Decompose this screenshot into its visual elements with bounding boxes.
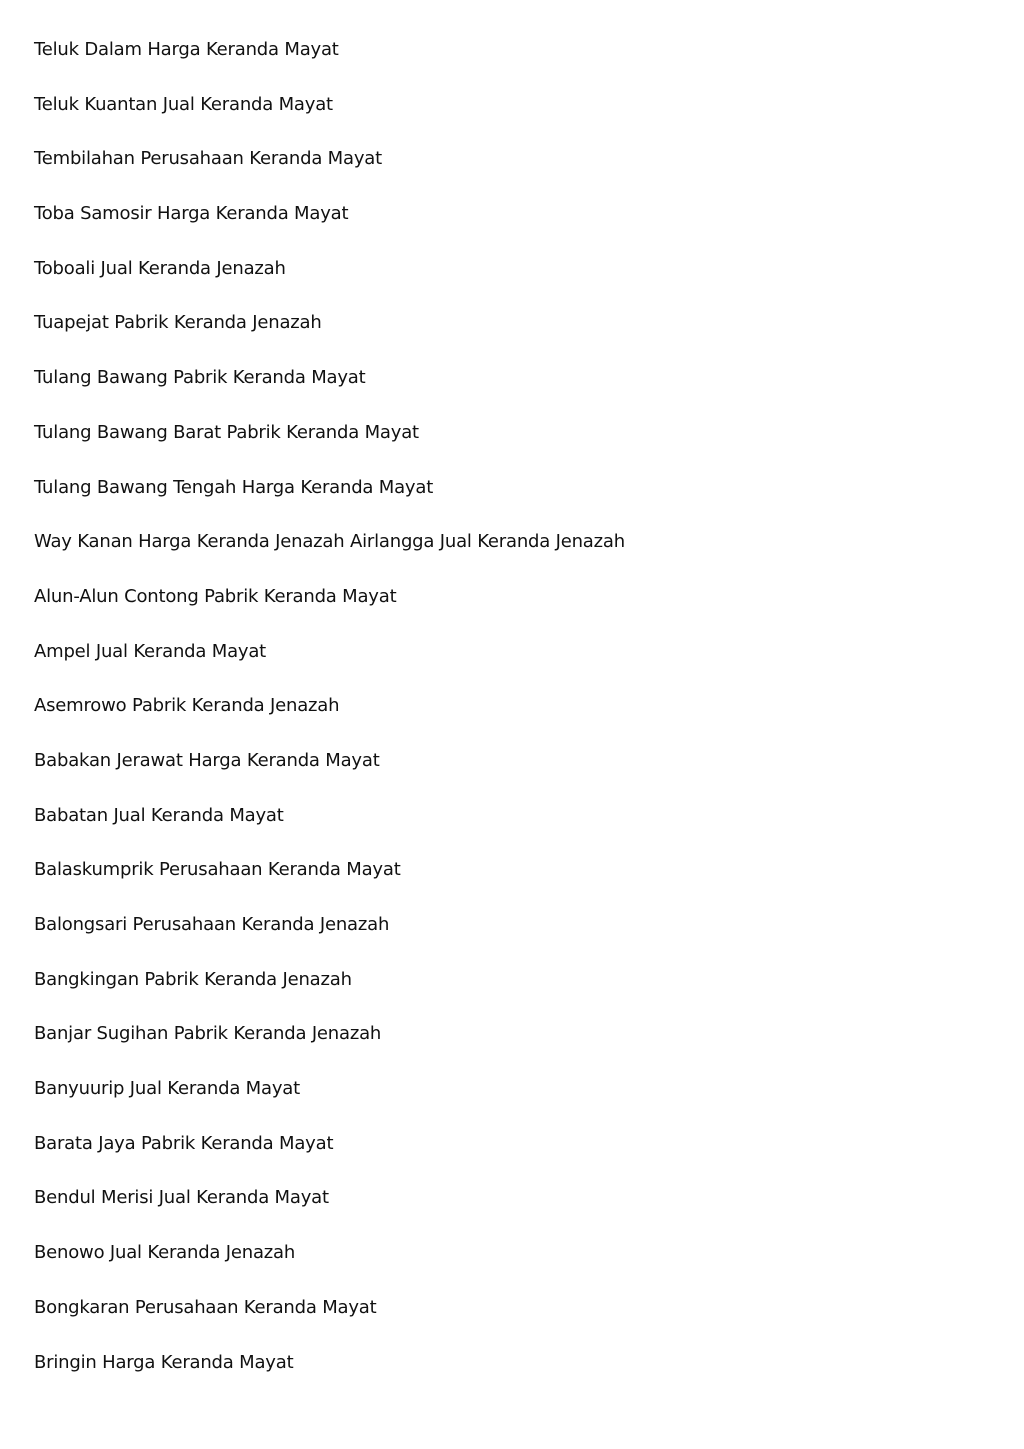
text-line: Tulang Bawang Barat Pabrik Keranda Mayat [34,421,419,443]
text-line: Bongkaran Perusahaan Keranda Mayat [34,1296,377,1318]
text-line: Babatan Jual Keranda Mayat [34,804,284,826]
text-line: Balaskumprik Perusahaan Keranda Mayat [34,859,401,881]
text-line: Tulang Bawang Tengah Harga Keranda Mayat [34,476,434,498]
text-line: Banjar Sugihan Pabrik Keranda Jenazah [34,1023,382,1045]
text-line: Bendul Merisi Jual Keranda Mayat [34,1187,329,1209]
text-line: Babakan Jerawat Harga Keranda Mayat [34,749,380,771]
text-line: Way Kanan Harga Keranda Jenazah Airlangga Jual Keranda Jenazah [34,531,625,553]
text-line: Toba Samosir Harga Keranda Mayat [34,203,349,225]
text-line: Bringin Harga Keranda Mayat [34,1351,294,1373]
text-line: Benowo Jual Keranda Jenazah [34,1242,296,1264]
text-line: Tuapejat Pabrik Keranda Jenazah [34,312,322,334]
text-line: Alun-Alun Contong Pabrik Keranda Mayat [34,585,397,607]
text-line-list [34,36,994,1403]
text-line: Tulang Bawang Pabrik Keranda Mayat [34,367,366,389]
text-line: Toboali Jual Keranda Jenazah [34,257,286,279]
text-line: Balongsari Perusahaan Keranda Jenazah [34,914,390,935]
text-line: Ampel Jual Keranda Mayat [34,640,267,662]
text-line: Banyuurip Jual Keranda Mayat [34,1078,300,1100]
text-line: Teluk Kuantan Jual Keranda Mayat [34,93,333,115]
text-line: Teluk Dalam Harga Keranda Mayat [34,39,339,60]
text-line: Asemrowo Pabrik Keranda Jenazah [34,695,340,717]
text-line: Bangkingan Pabrik Keranda Jenazah [34,968,352,990]
text-line: Tembilahan Perusahaan Keranda Mayat [34,148,382,170]
text-line: Barata Jaya Pabrik Keranda Mayat [34,1132,334,1154]
